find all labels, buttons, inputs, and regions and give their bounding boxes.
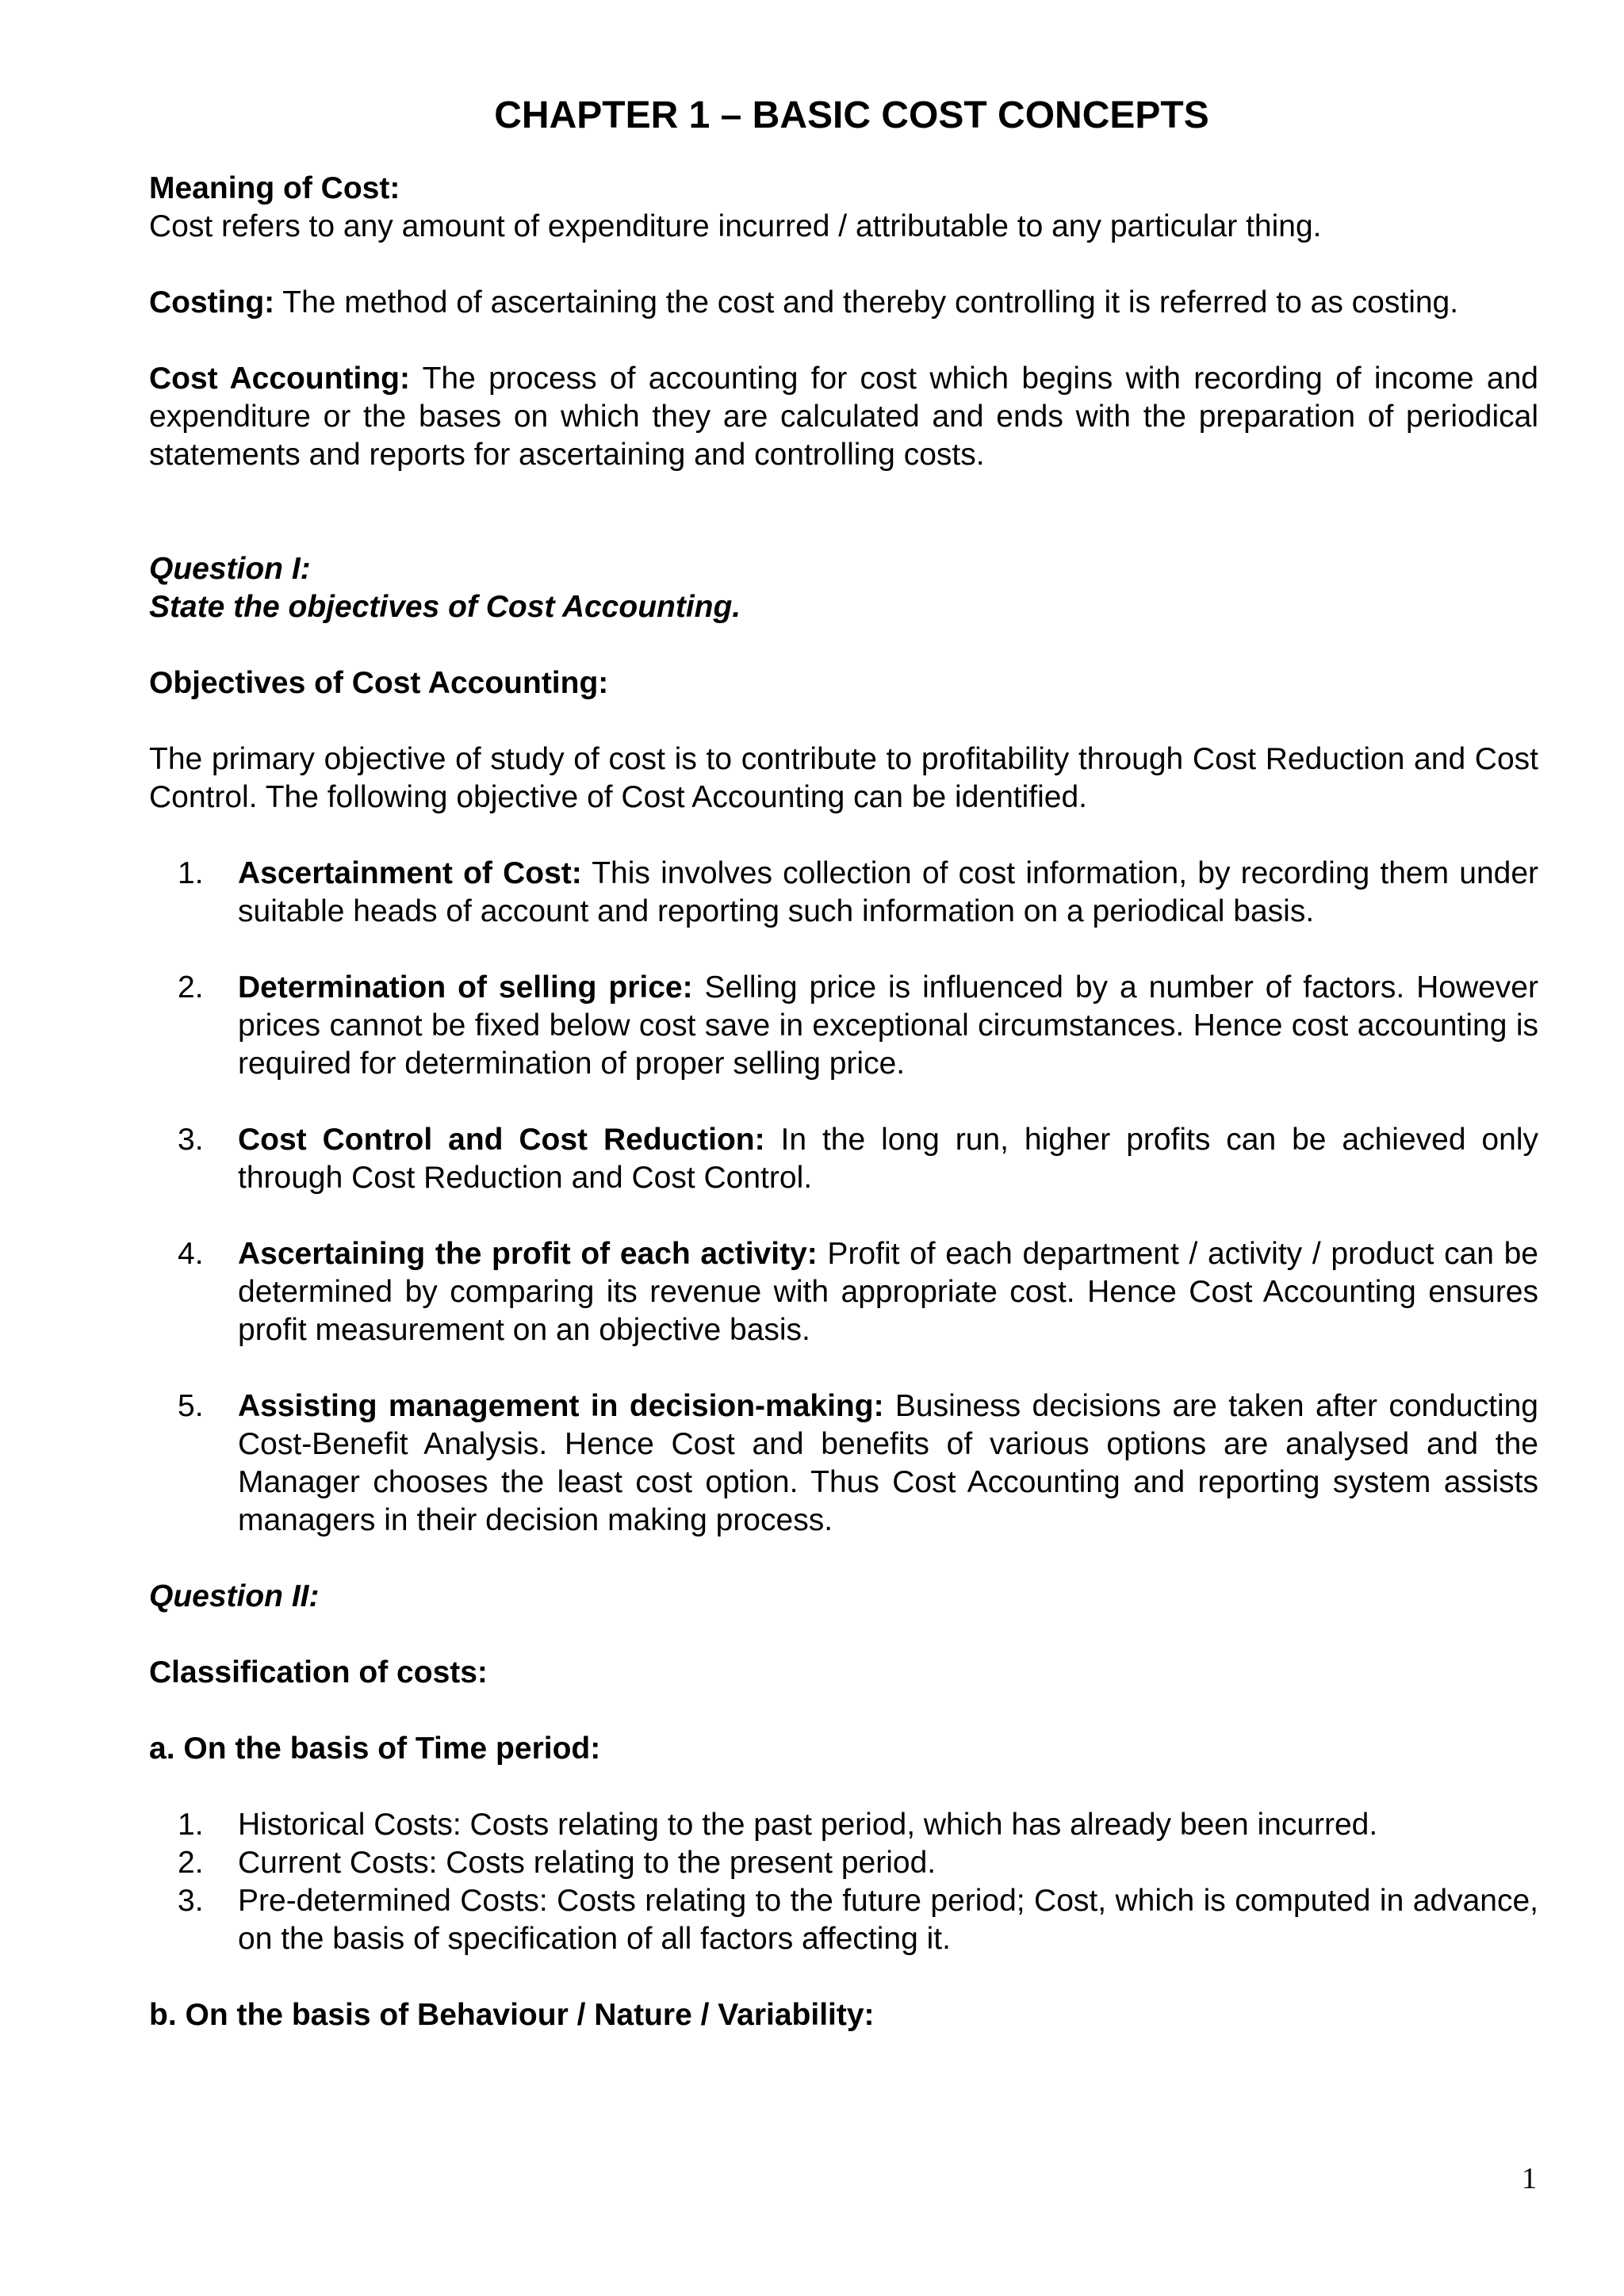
time-period-heading: a. On the basis of Time period: — [149, 1732, 601, 1766]
meaning-text: Cost refers to any amount of expenditure incurred / attributable to any particular thing. — [149, 209, 1322, 243]
list-item-text: Historical Costs: Costs relating to the past period, which has already been incurred. — [238, 1808, 1378, 1842]
chapter-title: CHAPTER 1 – BASIC COST CONCEPTS — [494, 94, 1209, 136]
behaviour-heading: b. On the basis of Behaviour / Nature / Variability: — [149, 1998, 875, 2032]
list-item-text: This involves collection of cost information, by recording them under suitable heads of account and reporting such information on a periodical basis. — [238, 856, 1539, 928]
question-2-label: Question II: — [149, 1579, 320, 1613]
meaning-section — [149, 170, 1538, 246]
list-item — [149, 855, 1538, 931]
cost-accounting-paragraph — [149, 360, 1538, 474]
list-item — [149, 1387, 1538, 1540]
objectives-intro: The primary objective of study of cost is to contribute to profitability through Cost Reduction and Cost Control. The following objective of Cost Accounting can be identified. — [149, 742, 1538, 814]
list-item-term: Cost Control and Cost Reduction: — [238, 1123, 765, 1157]
costing-term: Costing: — [149, 285, 275, 320]
list-item-number: 5. — [178, 1389, 204, 1423]
list-item-text: Profit of each department / activity / product can be determined by comparing its revenue with appropriate cost. Hence Cost Accounting ensures profit measurement on an objective basis. — [238, 1237, 1538, 1347]
list-item-number: 3. — [178, 1123, 204, 1157]
objectives-list — [149, 855, 1538, 1540]
page-number: 1 — [1522, 2162, 1537, 2195]
list-item — [149, 1882, 1538, 1958]
costing-paragraph — [149, 284, 1538, 322]
list-item-term: Assisting management in decision-making: — [238, 1389, 884, 1423]
list-item-number: 2. — [178, 1846, 204, 1880]
list-item-number: 1. — [178, 856, 204, 890]
list-item — [149, 1844, 1538, 1882]
question-1 — [149, 550, 1538, 626]
list-item-text: In the long run, higher profits can be achieved only through Cost Reduction and Cost Control. — [238, 1123, 1538, 1195]
list-item-term: Determination of selling price: — [238, 970, 693, 1004]
list-item-number: 4. — [178, 1237, 204, 1271]
list-item-text: Pre-determined Costs: Costs relating to the future period; Cost, which is computed in advance, on the basis of specification of all factors affecting it. — [238, 1884, 1538, 1956]
list-item-number: 3. — [178, 1884, 204, 1918]
list-item-term: Ascertaining the profit of each activity: — [238, 1237, 818, 1271]
cost-accounting-text: The process of accounting for cost which begins with recording of income and expenditure or the bases on which they are calculated and ends with the preparation of periodical statements and reports for ascertaining and controlling costs. — [149, 362, 1538, 472]
cost-accounting-term: Cost Accounting: — [149, 362, 410, 396]
list-item-number: 1. — [178, 1808, 204, 1842]
list-item — [149, 1121, 1538, 1197]
list-item-text: Business decisions are taken after conducting Cost-Benefit Analysis. Hence Cost and benefits of various options are analysed and the Manager chooses the least cost option. Thus Cost Accounting and reporting system assists managers in their decision making process. — [238, 1389, 1538, 1537]
question-1-label: Question I: — [149, 552, 311, 586]
list-item-term: Ascertainment of Cost: — [238, 856, 582, 890]
document-page — [149, 94, 1538, 2034]
objectives-heading: Objectives of Cost Accounting: — [149, 666, 609, 700]
question-1-prompt: State the objectives of Cost Accounting. — [149, 590, 741, 624]
costing-text: The method of ascertaining the cost and thereby controlling it is referred to as costing. — [274, 285, 1459, 320]
list-item — [149, 1806, 1538, 1844]
time-period-list — [149, 1806, 1538, 1958]
list-item-text: Selling price is influenced by a number of factors. However prices cannot be fixed below cost save in exceptional circumstances. Hence cost accounting is required for determination of proper selling price. — [238, 970, 1538, 1081]
list-item — [149, 969, 1538, 1083]
list-item-number: 2. — [178, 970, 204, 1004]
list-item-text: Current Costs: Costs relating to the present period. — [238, 1846, 936, 1880]
meaning-heading: Meaning of Cost: — [149, 171, 400, 205]
classification-heading: Classification of costs: — [149, 1655, 488, 1689]
list-item — [149, 1235, 1538, 1349]
